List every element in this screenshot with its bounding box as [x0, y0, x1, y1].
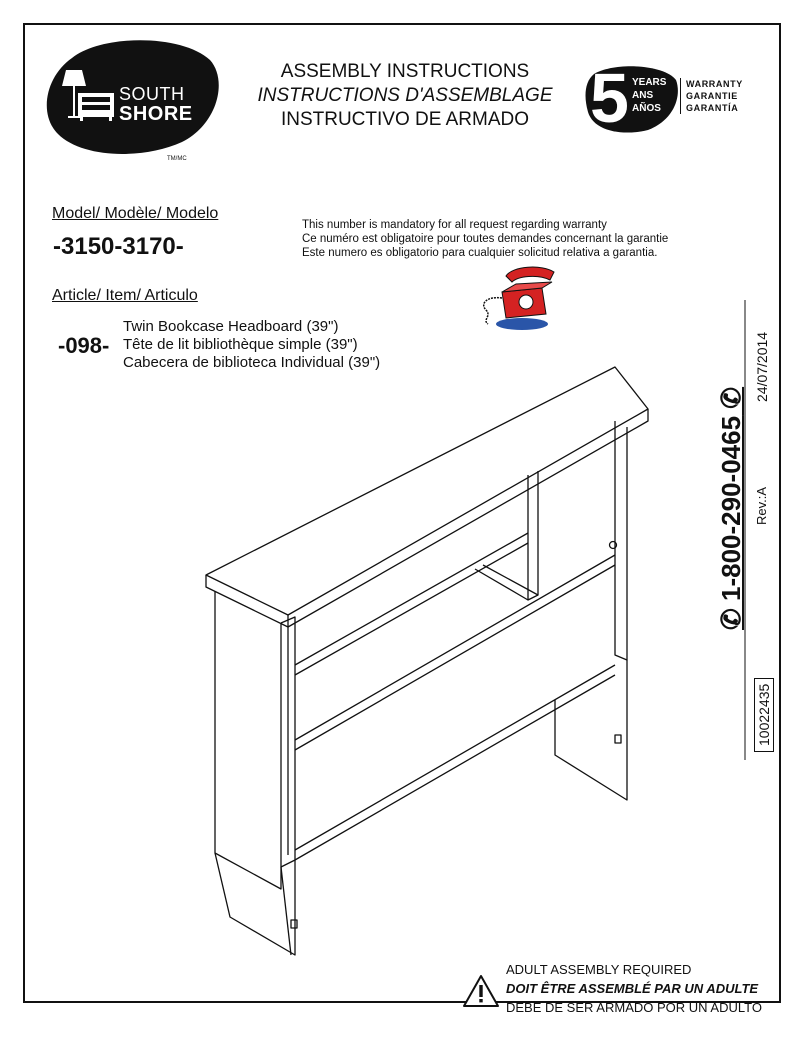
notice-fr: Ce numéro est obligatoire pour toutes demandes concernant la garantie [302, 233, 669, 245]
article-label: Article/ Item/ Articulo [52, 287, 198, 304]
title-en: ASSEMBLY INSTRUCTIONS [280, 61, 530, 82]
phone-right-icon: ✆ [716, 386, 746, 416]
article-desc-fr: Tête de lit bibliothèque simple (39") [123, 336, 358, 353]
warranty-fr: GARANTIE [686, 91, 738, 101]
title-fr: INSTRUCTIONS D'ASSEMBLAGE [257, 85, 553, 106]
title-es: INSTRUCTIVO DE ARMADO [280, 109, 530, 130]
trademark-mark: TM/MC [167, 156, 187, 162]
document-code: 10022435 [754, 678, 774, 752]
warranty-en: WARRANTY [686, 79, 743, 89]
adult-en: ADULT ASSEMBLY REQUIRED [506, 962, 692, 977]
side-divider-line [744, 300, 746, 760]
warranty-years-label [632, 76, 666, 115]
document-revision: Rev.:A [754, 486, 769, 525]
warranty-divider [680, 78, 681, 114]
warranty-es: GARANTÍA [686, 103, 739, 113]
document-date: 24/07/2014 [754, 331, 770, 402]
warranty-years-fr: ANS [632, 90, 654, 101]
notice-es: Este numero es obligatorio para cualquier solicitud relativa a garantia. [302, 247, 658, 259]
warranty-notice [302, 218, 668, 260]
phone-number-text: 1-800-290-0465 [716, 415, 746, 601]
model-label: Model/ Modèle/ Modelo [52, 205, 219, 222]
article-code: -098- [58, 333, 110, 358]
adult-assembly-notice [506, 960, 762, 1017]
lamp-icon [62, 70, 86, 86]
warranty-years-number: 5 [590, 59, 629, 137]
brand-line-2: SHORE [119, 103, 193, 125]
warning-triangle-icon [462, 974, 500, 1008]
adult-fr: DOIT ÊTRE ASSEMBLÉ PAR UN ADULTE [506, 981, 759, 996]
warranty-years-en: YEARS [632, 77, 667, 88]
notice-en: This number is mandatory for all request regarding warranty [302, 219, 607, 231]
adult-es: DEBE DE SER ARMADO POR UN ADULTO [506, 1000, 762, 1015]
brand-name [119, 84, 193, 124]
support-phone-number [716, 387, 747, 630]
telephone-icon [472, 262, 564, 332]
article-desc-en: Twin Bookcase Headboard (39") [123, 318, 339, 335]
brand-line-1: SOUTH [119, 84, 185, 104]
phone-left-icon: ✆ [716, 600, 746, 630]
model-number: -3150-3170- [53, 233, 184, 260]
warranty-years-es: AÑOS [632, 103, 661, 114]
article-desc-es: Cabecera de biblioteca Individual (39") [123, 354, 381, 371]
warranty-label [686, 78, 743, 114]
headboard-illustration [195, 355, 660, 960]
